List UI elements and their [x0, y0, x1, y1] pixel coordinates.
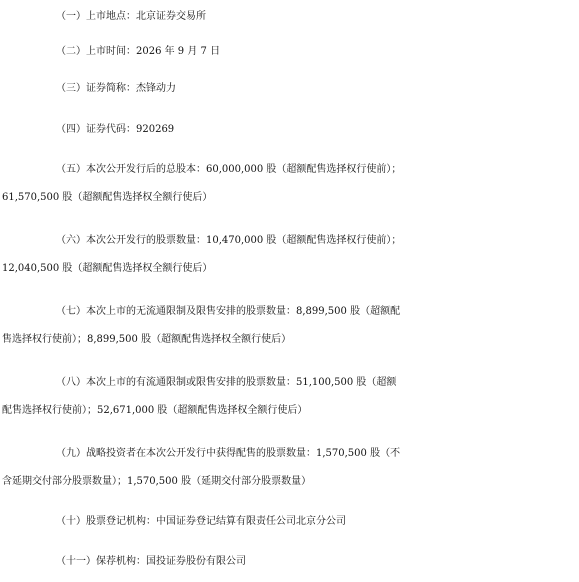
total-share-capital-paragraph [0, 156, 579, 212]
strategic-investor-shares-paragraph [0, 440, 579, 496]
paragraph-line: 12,040,500 股（超额配售选择权全额行使后） [2, 263, 213, 274]
security-abbreviation-paragraph [0, 75, 579, 103]
issued-shares-paragraph [0, 227, 579, 283]
paragraph-line: （三）证券简称：杰锋动力 [56, 83, 176, 94]
paragraph-line: 配售选择权行使前）；52,671,000 股（超额配售选择权全额行使后） [2, 405, 308, 416]
paragraph-line: 售选择权行使前）；8,899,500 股（超额配售选择权全额行使后） [2, 334, 292, 345]
restricted-shares-paragraph [0, 369, 579, 425]
listing-location-paragraph [0, 3, 579, 31]
registration-agency-paragraph [0, 508, 579, 536]
unrestricted-shares-paragraph [0, 298, 579, 354]
paragraph-line: （七）本次上市的无流通限制及限售安排的股票数量：8,899,500 股（超额配 [56, 306, 401, 317]
paragraph-line: （一）上市地点：北京证券交易所 [56, 11, 206, 22]
paragraph-line: （十）股票登记机构：中国证券登记结算有限责任公司北京分公司 [56, 516, 346, 527]
paragraph-line: 61,570,500 股（超额配售选择权全额行使后） [2, 192, 213, 203]
paragraph-line: （五）本次公开发行后的总股本：60,000,000 股（超额配售选择权行使前）； [56, 164, 402, 175]
paragraph-line: （八）本次上市的有流通限制或限售安排的股票数量：51,100,500 股（超额 [56, 377, 397, 388]
paragraph-line: （四）证券代码：920269 [56, 124, 175, 135]
paragraph-line: （二）上市时间：2026 年 9 月 7 日 [56, 46, 221, 57]
paragraph-line: （九）战略投资者在本次公开发行中获得配售的股票数量：1,570,500 股（不 [56, 448, 401, 459]
security-code-paragraph [0, 116, 579, 144]
listing-date-paragraph [0, 38, 579, 66]
paragraph-line: 含延期交付部分股票数量）；1,570,500 股（延期交付部分股票数量） [2, 476, 312, 487]
sponsor-institution-paragraph [0, 548, 579, 576]
paragraph-line: （十一）保荐机构：国投证券股份有限公司 [56, 556, 246, 567]
paragraph-line: （六）本次公开发行的股票数量：10,470,000 股（超额配售选择权行使前）； [56, 235, 402, 246]
